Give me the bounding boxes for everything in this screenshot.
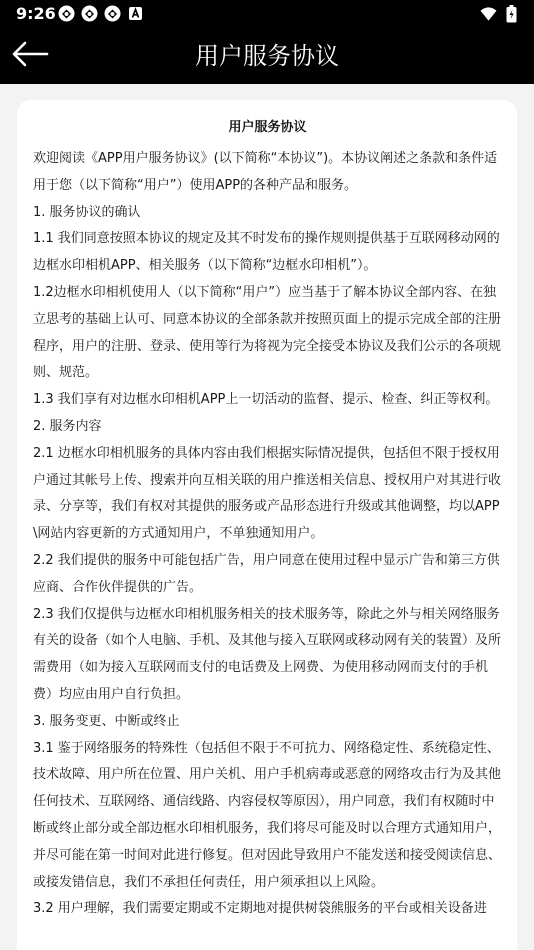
agreement-paragraph: 3.2 用户理解，我们需要定期或不定期地对提供树袋熊服务的平台或相关设备进 [33, 901, 487, 917]
agreement-paragraph: 2.1 边框水印相机服务的具体内容由我们根据实际情况提供，包括但不限于授权用户通过其帐号上传、搜索并向互相关联的用户推送相关信息、授权用户对其进行收录、分享等，我们有权对其提供的服务或产品形态进行升级或其他调整，均以APP\网站内容更新的方式通知用户，不单独通知用户。 [33, 445, 502, 542]
status-time: 9:26 [16, 4, 56, 23]
agreement-paragraph: 1.3 我们享有对边框水印相机APP上一切活动的监督、提示、检查、纠正等权利。 [33, 392, 499, 408]
battery-icon [503, 5, 520, 22]
agreement-title: 用户服务协议 [228, 120, 307, 135]
agreement-paragraph: 3.1 鉴于网络服务的特殊性（包括但不限于不可抗力、网络稳定性、系统稳定性、技术故障、用户所在位置、用户关机、用户手机病毒或恶意的网络攻击行为及其他任何技术、互联网络、通信线路、内容侵权等原因），用户同意，我们有权随时中断或终止部分或全部边框水印相机服务，我们将尽可能及时以合理方式通知用户，并尽可能在第一时间对此进行修复。但对因此导致用户不能发送和接受阅读信息、或接发错信息，我们不承担任何责任，用户须承担以上风险。 [33, 740, 502, 890]
agreement-card [17, 100, 517, 950]
agreement-paragraph: 2.3 我们仅提供与边框水印相机服务相关的技术服务等，除此之外与相关网络服务有关的设备（如个人电脑、手机、及其他与接入互联网或移动网有关的装置）及所需费用（如为接入互联网而支付的电话费及上网费、为使用移动网而支付的手机费）均应由用户自行负担。 [33, 606, 502, 702]
a-icon [127, 5, 144, 22]
notification-icon [104, 5, 121, 22]
wifi-icon [480, 5, 497, 22]
page-title: 用户服务协议 [195, 42, 339, 70]
agreement-paragraph: 欢迎阅读《APP用户服务协议》(以下简称“本协议”)。本协议阐述之条款和条件适用于您（以下简称“用户”）使用APP的各种产品和服务。 [33, 151, 498, 193]
status-bar [0, 0, 534, 28]
status-system-icons [480, 5, 520, 22]
agreement-paragraph: 1.2边框水印相机使用人（以下简称“用户”）应当基于了解本协议全部内容、在独立思考的基础上认可、同意本协议的全部条款并按照页面上的提示完成全部的注册程序，用户的注册、登录、使用等行为将视为完全接受本协议及我们公示的各项规则、规范。 [33, 284, 502, 381]
agreement-paragraph: 1.1 我们同意按照本协议的规定及其不时发布的操作规则提供基于互联网移动网的边框水印相机APP、相关服务（以下简称“边框水印相机”）。 [33, 231, 500, 274]
section-heading: 3. 服务变更、中断或终止 [33, 713, 180, 729]
notification-icon [81, 5, 98, 22]
section-heading: 2. 服务内容 [33, 418, 102, 434]
header-bar [0, 28, 534, 84]
content-area[interactable] [0, 84, 534, 950]
notification-icon [58, 5, 75, 22]
section-heading: 1. 服务协议的确认 [33, 204, 141, 220]
status-notification-icons [58, 5, 144, 22]
agreement-paragraph: 2.2 我们提供的服务中可能包括广告，用户同意在使用过程中显示广告和第三方供应商、合作伙伴提供的广告。 [33, 552, 500, 595]
